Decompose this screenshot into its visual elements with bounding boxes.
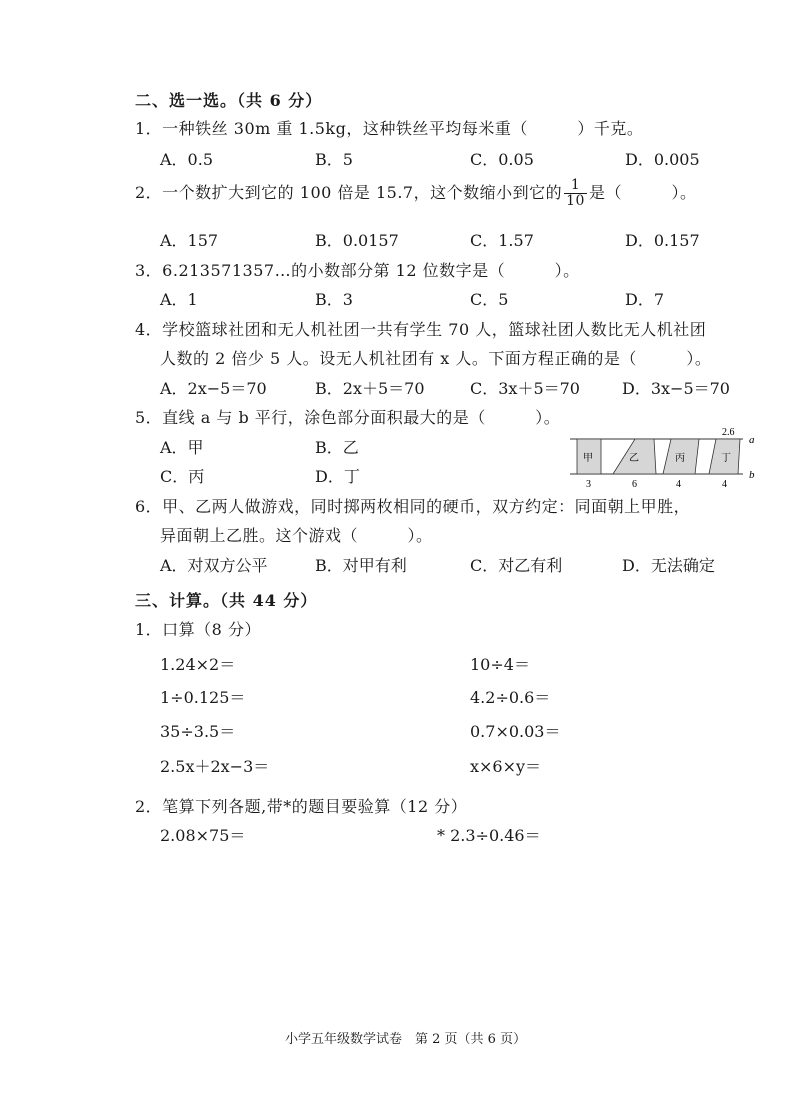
q1-option-a: A．0.5: [160, 150, 214, 169]
base-label-yi: 6: [632, 479, 637, 490]
q6-option-d: D．无法确定: [622, 556, 715, 575]
section-2-title: 二、选一选。（共 6 分）: [135, 91, 323, 110]
q2-option-d: D．0.157: [625, 231, 700, 250]
shape-bing-label: 丙: [675, 453, 685, 464]
oral-calc-item: 1.24×2＝: [160, 655, 236, 674]
oral-calc-item: x×6×y＝: [470, 757, 542, 776]
q3-option-b: B．3: [315, 290, 353, 309]
shape-ding-label: 丁: [721, 453, 731, 464]
q1-option-b: B．5: [315, 150, 353, 169]
oral-calc-title: 1．口算（8 分）: [135, 620, 261, 639]
oral-calc-item: 35÷3.5＝: [160, 722, 236, 741]
question-6-line-1: 6．甲、乙两人做游戏，同时掷两枚相同的硬币，双方约定：同面朝上甲胜，: [135, 497, 691, 516]
q4-option-a: A．2x−5＝70: [160, 379, 267, 398]
question-2: [135, 178, 696, 209]
q3-option-c: C．5: [470, 290, 509, 309]
q4-option-b: B．2x＋5＝70: [315, 379, 425, 398]
q2-option-c: C．1.57: [470, 231, 534, 250]
question-4-line-1: 4．学校篮球社团和无人机社团一共有学生 70 人，篮球社团人数比无人机社团: [135, 320, 707, 339]
line-a-label: a: [749, 434, 755, 446]
q5-option-a: A．甲: [160, 438, 204, 457]
question-3: 3．6.213571357…的小数部分第 12 位数字是（ ）。: [135, 261, 580, 280]
written-calc-item: * 2.3÷0.46＝: [437, 826, 541, 845]
written-calc-item: 2.08×75＝: [160, 826, 246, 845]
q5-option-c: C．丙: [160, 467, 205, 486]
q1-option-c: C．0.05: [470, 150, 534, 169]
q2-option-b: B．0.0157: [315, 231, 399, 250]
parallel-lines-figure: [565, 422, 765, 492]
written-calc-title: 2．笔算下列各题,带*的题目要验算（12 分）: [135, 797, 468, 816]
question-2-text-after: 是（ ）。: [588, 183, 697, 202]
base-label-jia: 3: [586, 479, 591, 490]
page-footer: 小学五年级数学试卷 第 2 页（共 6 页）: [285, 1032, 527, 1047]
q2-option-a: A．157: [160, 231, 219, 250]
q6-option-a: A．对双方公平: [160, 556, 268, 575]
height-label: 2.6: [722, 427, 735, 438]
question-6-line-2: 异面朝上乙胜。这个游戏（ ）。: [160, 526, 433, 545]
question-2-text-before: 2．一个数扩大到它的 100 倍是 15.7，这个数缩小到它的: [135, 183, 563, 202]
q6-option-b: B．对甲有利: [315, 556, 407, 575]
oral-calc-item: 10÷4＝: [470, 655, 530, 674]
shape-jia-label: 甲: [583, 453, 593, 464]
base-label-bing: 4: [676, 479, 681, 490]
oral-calc-item: 4.2÷0.6＝: [470, 688, 551, 707]
q6-option-c: C．对乙有利: [470, 556, 563, 575]
oral-calc-item: 0.7×0.03＝: [470, 722, 561, 741]
question-1: 1．一种铁丝 30m 重 1.5kg，这种铁丝平均每米重（ ）千克。: [135, 119, 644, 138]
fraction-denominator: 10: [566, 193, 585, 209]
fraction-numerator: 1: [564, 178, 587, 194]
fraction: [564, 178, 587, 209]
shape-yi-label: 乙: [629, 453, 639, 464]
oral-calc-item: 1÷0.125＝: [160, 688, 246, 707]
oral-calc-item: 2.5x＋2x−3＝: [160, 757, 270, 776]
line-b-label: b: [749, 469, 755, 481]
q5-option-d: D．丁: [315, 467, 360, 486]
q3-option-d: D．7: [625, 290, 665, 309]
q4-option-c: C．3x＋5＝70: [470, 379, 580, 398]
q3-option-a: A．1: [160, 290, 198, 309]
q5-option-b: B．乙: [315, 438, 359, 457]
question-5: 5．直线 a 与 b 平行，涂色部分面积最大的是（ ）。: [135, 408, 561, 427]
q4-option-d: D．3x−5＝70: [622, 379, 730, 398]
section-3-title: 三、计算。（共 44 分）: [135, 591, 318, 610]
q1-option-d: D．0.005: [625, 150, 700, 169]
base-label-ding: 4: [722, 479, 727, 490]
question-4-line-2: 人数的 2 倍少 5 人。设无人机社团有 x 人。下面方程正确的是（ ）。: [160, 349, 712, 368]
